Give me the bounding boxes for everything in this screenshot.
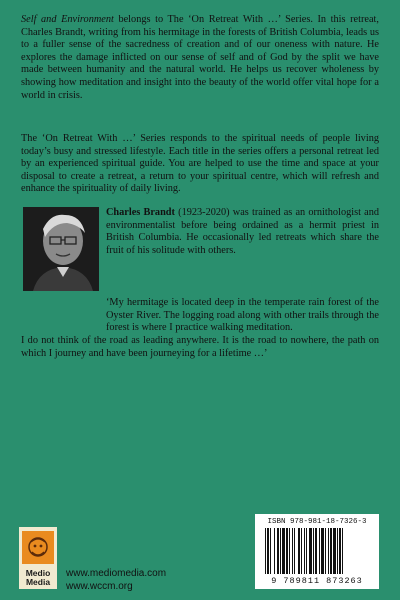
medio-media-logo	[19, 527, 57, 589]
quote-part-1: ‘My hermitage is located deep in the temperate rain forest of the Oyster River. The logging road along with other trails through the forest is where I practice walking meditation.	[106, 297, 379, 334]
isbn-label: ISBN 978-981-18-7326-3	[267, 518, 367, 526]
barcode-bars	[255, 528, 379, 578]
author-photo	[23, 207, 99, 291]
logo-text-media: Media	[25, 577, 51, 587]
intro-text: belongs to The ‘On Retreat With …’ Series. In this retreat, Charles Brandt, writing from his hermitage in the forests of British Columbia, leads us to a fuller sense of the sacredness of creation and of our oneness with nature. He explores the damage inflicted on our sense of self and of God by the split we have made between humanity and the natural world. He helps us recover wholeness by showing how meditation and insight into the beauty of the world offer vital hope for a world in crisis.	[21, 14, 379, 101]
series-paragraph: The ‘On Retreat With …’ Series responds to the spiritual needs of people living today’s busy and stressed lifestyle. Each title in the series offers a personal retreat led by an experienced spiritual guide. You are helped to use the time and space at your disposal to create a retreat, a return to your spiritual centre, which will refresh and enhance the spirituality of daily living.	[21, 133, 379, 195]
barcode-number: 9 789811 873263	[271, 576, 363, 586]
publisher-urls	[66, 567, 166, 593]
logo-emblem-icon	[19, 528, 57, 568]
quote-part-2: I do not think of the road as leading anywhere. It is the road to nowhere, the path on which I journey and have been journeying for a lifetime …’	[21, 335, 379, 359]
author-bio	[106, 207, 379, 257]
isbn-barcode	[255, 514, 379, 589]
url-mediomedia[interactable]: www.mediomedia.com	[66, 568, 167, 579]
logo-text-medio: Medio	[25, 568, 51, 578]
url-wccm[interactable]: www.wccm.org	[66, 581, 133, 592]
book-title: Self and Environment	[21, 14, 114, 25]
intro-paragraph	[21, 14, 379, 102]
author-portrait-image	[23, 207, 99, 291]
author-name: Charles Brandt	[106, 207, 175, 218]
author-bio-text: (1923-2020) was trained as an ornithologist and environmentalist before being ordained as a hermit priest in British Columbia. He occasionally led retreats which share the fruit of his solitude with others.	[106, 207, 380, 256]
